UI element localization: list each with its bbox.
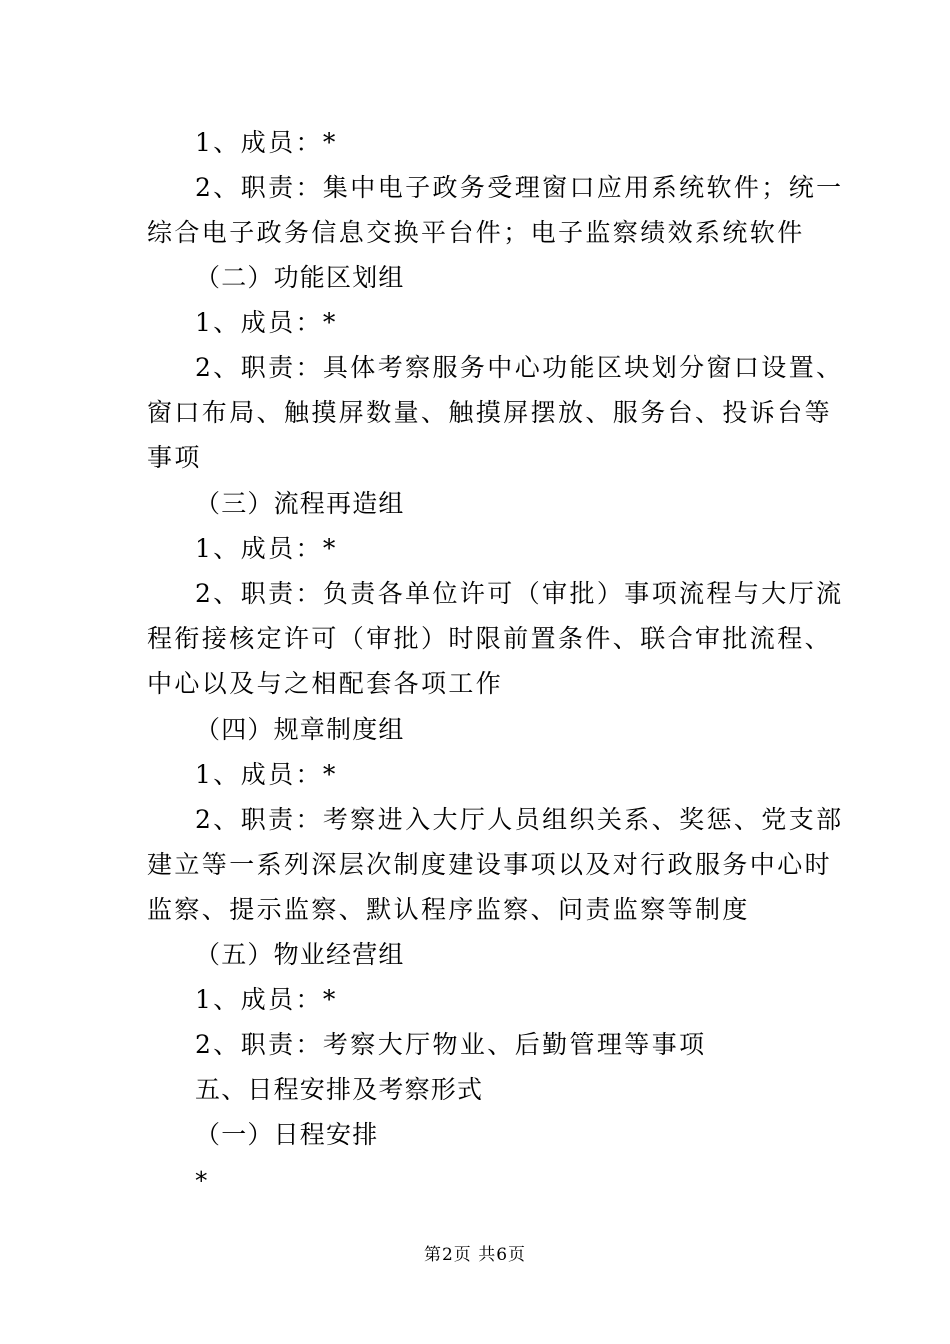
section-heading: （一）日程安排 — [195, 1120, 379, 1149]
paragraph-line: 2、职责：负责各单位许可（审批）事项流程与大厅流 — [195, 579, 844, 608]
paragraph-line: 1、成员：* — [195, 985, 338, 1014]
paragraph-line: 中心以及与之相配套各项工作 — [147, 669, 504, 698]
paragraph-line: 1、成员：* — [195, 308, 338, 337]
section-heading: （四）规章制度组 — [195, 715, 405, 744]
section-heading: （五）物业经营组 — [195, 940, 405, 969]
page-footer: 第2页 共6页 — [423, 1245, 527, 1265]
paragraph-line: 1、成员：* — [195, 760, 338, 789]
paragraph-line: 建立等一系列深层次制度建设事项以及对行政服务中心时 — [147, 850, 833, 879]
paragraph-line: 窗口布局、触摸屏数量、触摸屏摆放、服务台、投诉台等 — [147, 398, 833, 427]
paragraph-line: 2、职责：集中电子政务受理窗口应用系统软件；统一 — [195, 173, 844, 202]
paragraph-line: 2、职责：考察大厅物业、后勤管理等事项 — [195, 1030, 707, 1059]
paragraph-line: 事项 — [147, 443, 202, 472]
paragraph-line: 监察、提示监察、默认程序监察、问责监察等制度 — [147, 895, 750, 924]
paragraph-line: 1、成员：* — [195, 128, 338, 157]
paragraph-line: 程衔接核定许可（审批）时限前置条件、联合审批流程、 — [147, 624, 833, 653]
section-heading: （三）流程再造组 — [195, 489, 405, 518]
paragraph-line: 1、成员：* — [195, 534, 338, 563]
chapter-heading: 五、日程安排及考察形式 — [195, 1075, 484, 1104]
paragraph-line: 综合电子政务信息交换平台件；电子监察绩效系统软件 — [147, 218, 805, 247]
paragraph-line: 2、职责：考察进入大厅人员组织关系、奖惩、党支部 — [195, 805, 844, 834]
paragraph-line: 2、职责：具体考察服务中心功能区块划分窗口设置、 — [195, 353, 844, 382]
section-heading: （二）功能区划组 — [195, 263, 405, 292]
paragraph-line: * — [195, 1166, 209, 1195]
